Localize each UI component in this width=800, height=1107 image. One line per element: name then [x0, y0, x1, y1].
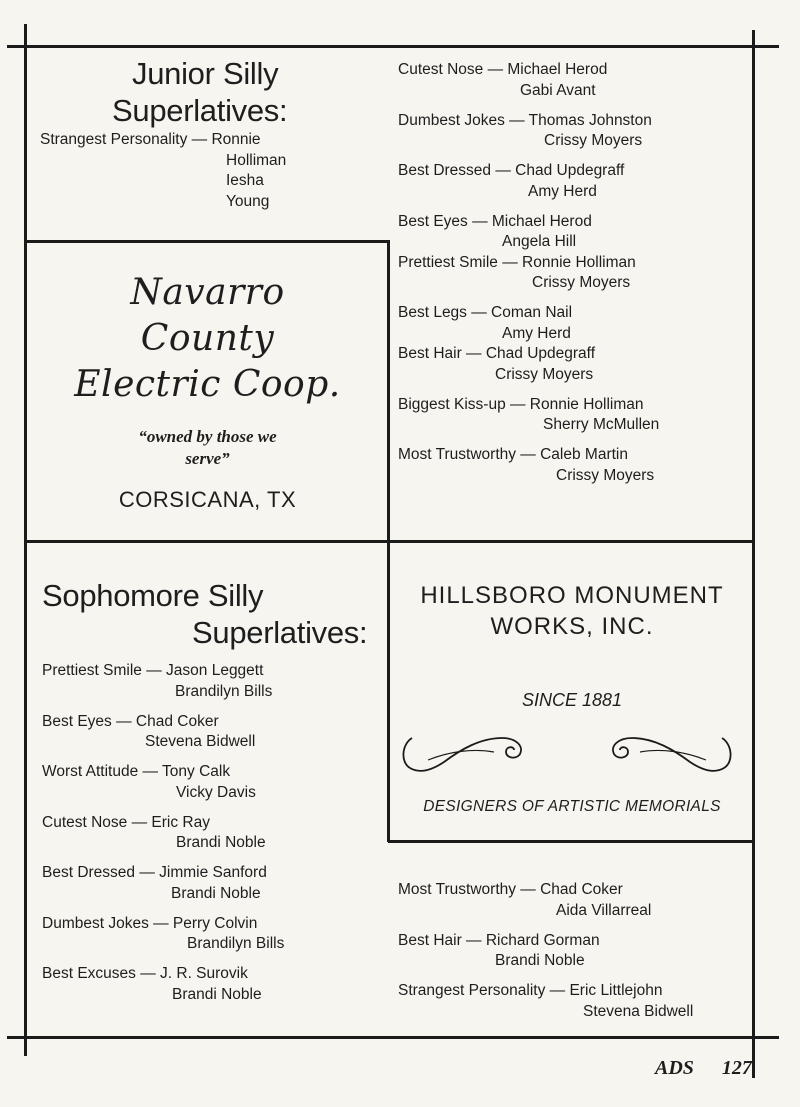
hmw-since: SINCE 1881: [521, 690, 623, 710]
sophomore-title-line2: Superlatives:: [192, 615, 368, 650]
entry-label: Strangest Personality — Eric Littlejohn: [398, 982, 663, 999]
junior-intro-line: Young: [226, 192, 270, 210]
entry-name: Stevena Bidwell: [583, 1002, 694, 1020]
entry-name: Amy Herd: [502, 324, 571, 342]
list-item: [42, 863, 382, 904]
divider-junior: [25, 240, 389, 243]
list-item: [398, 212, 748, 253]
list-item: [398, 395, 748, 436]
flourish-right-icon: [606, 730, 736, 780]
sophomore-title: [42, 577, 387, 651]
list-item: [398, 111, 748, 152]
entry-name: Stevena Bidwell: [145, 733, 256, 750]
entry-name: Aida Villarreal: [556, 901, 652, 919]
entry-label: Best Hair — Richard Gorman: [398, 931, 600, 949]
page-number: 127: [721, 1057, 752, 1079]
entry-label: Best Hair — Chad Updegraff: [398, 345, 596, 362]
entry-label: Best Eyes — Chad Coker: [42, 712, 219, 730]
entry-label: Best Legs — Coman Nail: [398, 304, 573, 321]
entry-label: Biggest Kiss-up — Ronnie Holliman: [398, 395, 644, 413]
hmw-name-line2: WORKS, INC.: [490, 613, 654, 640]
list-item: [398, 981, 748, 1022]
ncec-ad: [30, 270, 385, 513]
entry-label: Cutest Nose — Eric Ray: [42, 813, 210, 831]
entry-label: Best Dressed — Jimmie Sanford: [42, 864, 267, 881]
junior-entries: [398, 60, 748, 486]
entry-label: Cutest Nose — Michael Herod: [398, 61, 608, 78]
entry-name: Brandilyn Bills: [187, 935, 285, 952]
list-item: [398, 60, 748, 101]
junior-intro-line: Holliman: [226, 151, 287, 169]
page-footer: [655, 1057, 752, 1080]
divider-middle: [25, 540, 754, 543]
junior-intro-label: Strangest Personality — Ronnie: [40, 131, 261, 148]
entry-name: Crissy Moyers: [532, 274, 631, 291]
list-item: [398, 344, 748, 385]
entry-name: Crissy Moyers: [556, 466, 655, 484]
list-item: [398, 880, 748, 921]
hmw-tagline: DESIGNERS OF ARTISTIC MEMORIALS: [423, 798, 721, 815]
divider-hmw-bottom: [388, 840, 754, 843]
list-item: [42, 712, 382, 753]
ncec-name-line: County: [140, 318, 275, 359]
entry-label: Dumbest Jokes — Perry Colvin: [42, 914, 258, 932]
entry-name: Brandi Noble: [176, 834, 266, 851]
list-item: [398, 445, 748, 486]
sophomore-entries: [42, 661, 382, 1005]
junior-title: [112, 55, 392, 129]
ncec-city: CORSICANA, TX: [118, 487, 297, 512]
entry-name: Angela Hill: [502, 233, 577, 250]
entry-name: Crissy Moyers: [544, 132, 643, 149]
entry-label: Prettiest Smile — Ronnie Holliman: [398, 253, 636, 271]
junior-intro-entry: [40, 130, 286, 212]
ncec-name-line: Navarro: [130, 272, 285, 313]
entry-name: Gabi Avant: [520, 81, 596, 99]
entry-label: Best Excuses — J. R. Surovik: [42, 965, 248, 982]
bottom-rule: [7, 1036, 779, 1039]
list-item: [398, 161, 748, 202]
list-item: [42, 914, 382, 955]
list-item: [42, 813, 382, 854]
flourish-left-icon: [398, 730, 528, 780]
entry-label: Prettiest Smile — Jason Leggett: [42, 662, 264, 679]
list-item: [42, 762, 382, 803]
ncec-tagline: [30, 426, 385, 470]
entry-name: Vicky Davis: [176, 783, 256, 801]
entry-label: Worst Attitude — Tony Calk: [42, 763, 231, 780]
list-item: [398, 931, 748, 972]
hmw-ad: [392, 580, 752, 815]
entry-label: Best Eyes — Michael Herod: [398, 212, 592, 230]
top-rule: [7, 45, 779, 48]
entry-name: Brandi Noble: [495, 952, 585, 969]
list-item: [42, 661, 382, 702]
ncec-tagline-line: “owned by those we: [138, 427, 277, 446]
ncec-tagline-line: serve”: [185, 449, 230, 468]
ncec-name-line: Electric Coop.: [74, 364, 341, 405]
junior-title-line2: Superlatives:: [112, 93, 288, 128]
entry-name: Brandilyn Bills: [175, 682, 273, 700]
junior-intro-line: Iesha: [226, 172, 264, 189]
entry-name: Sherry McMullen: [543, 416, 660, 433]
entry-name: Crissy Moyers: [495, 365, 594, 383]
right-rule: [752, 30, 755, 1078]
hmw-name-line1: HILLSBORO MONUMENT: [420, 582, 724, 609]
entry-name: Amy Herd: [528, 182, 597, 200]
section-label: ADS: [655, 1057, 694, 1079]
entry-label: Dumbest Jokes — Thomas Johnston: [398, 111, 652, 129]
entry-label: Best Dressed — Chad Updegraff: [398, 162, 625, 179]
list-item: [398, 253, 748, 294]
sophomore-entries-right: [398, 880, 748, 1022]
list-item: [398, 303, 748, 344]
list-item: [42, 964, 382, 1005]
entry-name: Brandi Noble: [172, 985, 262, 1003]
entry-label: Most Trustworthy — Caleb Martin: [398, 446, 628, 463]
junior-title-line1: Junior Silly: [132, 56, 279, 91]
sophomore-title-line1: Sophomore Silly: [42, 578, 264, 613]
entry-name: Brandi Noble: [171, 884, 261, 902]
entry-label: Most Trustworthy — Chad Coker: [398, 881, 623, 898]
